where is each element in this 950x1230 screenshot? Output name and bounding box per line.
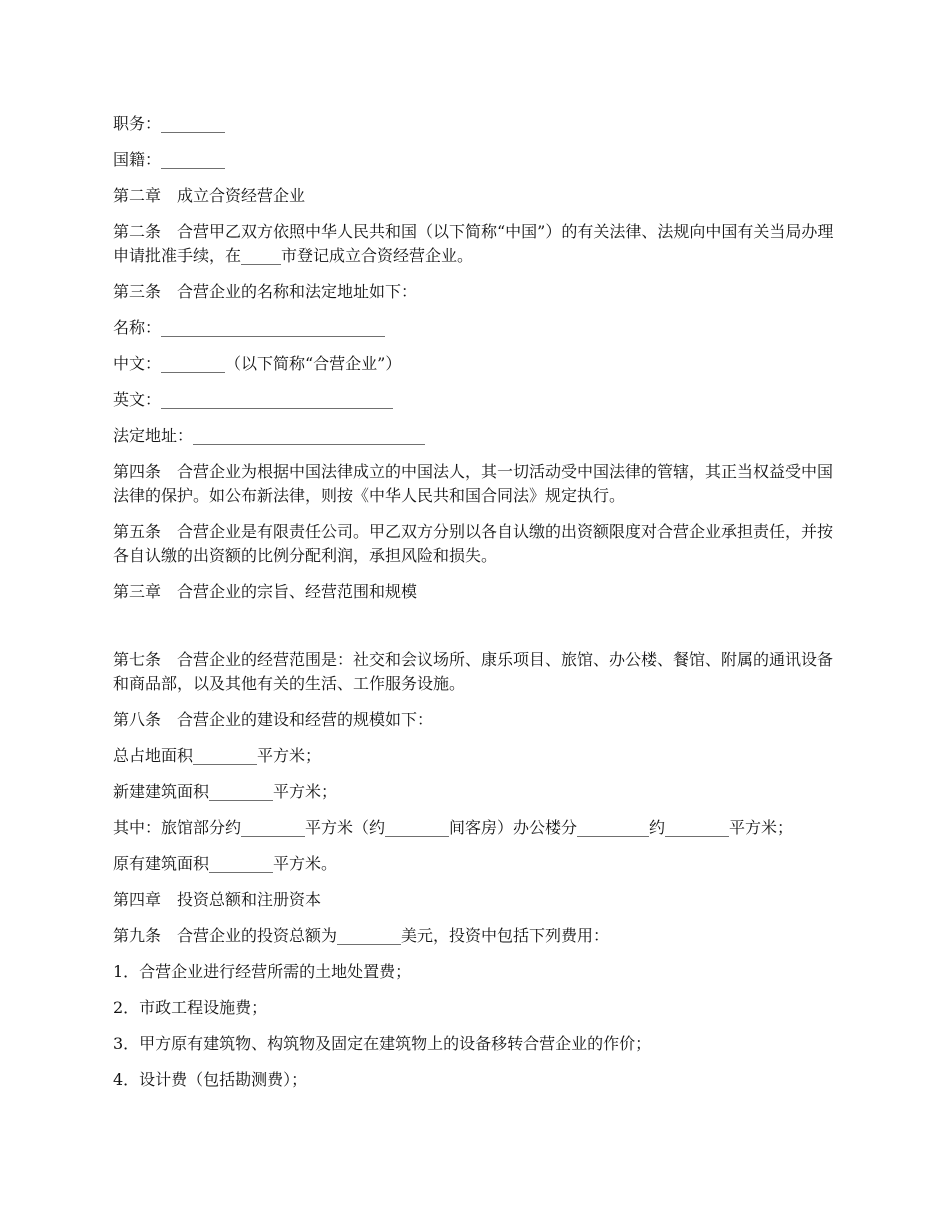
area-breakdown: 其中：旅馆部分约________平方米（约________间客房）办公楼分_________约________平方米；	[113, 818, 794, 837]
article-2: 第二条 合营甲乙双方依照中华人民共和国（以下简称“中国”）的有关法律、法规向中国有关当局办理申请批准手续，在_____市登记成立合资经营企业。	[113, 222, 834, 265]
total-land-area: 总占地面积________平方米；	[113, 746, 322, 765]
list-item-4: 4．设计费（包括勘测费）；	[113, 1070, 308, 1089]
new-building-area: 新建建筑面积________平方米；	[113, 782, 338, 801]
nationality-field: 国籍：________	[113, 150, 226, 169]
blank-gap	[113, 616, 841, 648]
article-3: 第三条 合营企业的名称和法定地址如下：	[113, 282, 418, 301]
chinese-name-field: 中文：________（以下简称“合营企业”）	[113, 354, 402, 373]
article-9: 第九条 合营企业的投资总额为________美元，投资中包括下列费用：	[113, 926, 610, 945]
document-page	[113, 112, 841, 1104]
chapter-3-heading: 第三章 合营企业的宗旨、经营范围和规模	[113, 582, 418, 601]
article-4: 第四条 合营企业为根据中国法律成立的中国法人，其一切活动受中国法律的管辖，其正当权益受中国法律的保护。如公布新法律，则按《中华人民共和国合同法》规定执行。	[113, 462, 834, 505]
article-7: 第七条 合营企业的经营范围是：社交和会议场所、康乐项目、旅馆、办公楼、餐馆、附属的通讯设备和商品部，以及其他有关的生活、工作服务设施。	[113, 650, 834, 693]
list-item-1: 1．合营企业进行经营所需的土地处置费；	[113, 962, 412, 981]
article-8: 第八条 合营企业的建设和经营的规模如下：	[113, 710, 434, 729]
list-item-3: 3．甲方原有建筑物、构筑物及固定在建筑物上的设备移转合营企业的作价；	[113, 1034, 652, 1053]
chapter-2-heading: 第二章 成立合资经营企业	[113, 186, 306, 205]
list-item-2: 2．市政工程设施费；	[113, 998, 268, 1017]
chapter-4-heading: 第四章 投资总额和注册资本	[113, 890, 322, 909]
existing-building-area: 原有建筑面积________平方米。	[113, 854, 338, 873]
legal-address-field: 法定地址：_____________________________	[113, 426, 426, 445]
article-5: 第五条 合营企业是有限责任公司。甲乙双方分别以各自认缴的出资额限度对合营企业承担责任，并按各自认缴的出资额的比例分配利润，承担风险和损失。	[113, 522, 834, 565]
position-field: 职务：________	[113, 114, 226, 133]
name-field: 名称：____________________________	[113, 318, 386, 337]
english-name-field: 英文：_____________________________	[113, 390, 394, 409]
